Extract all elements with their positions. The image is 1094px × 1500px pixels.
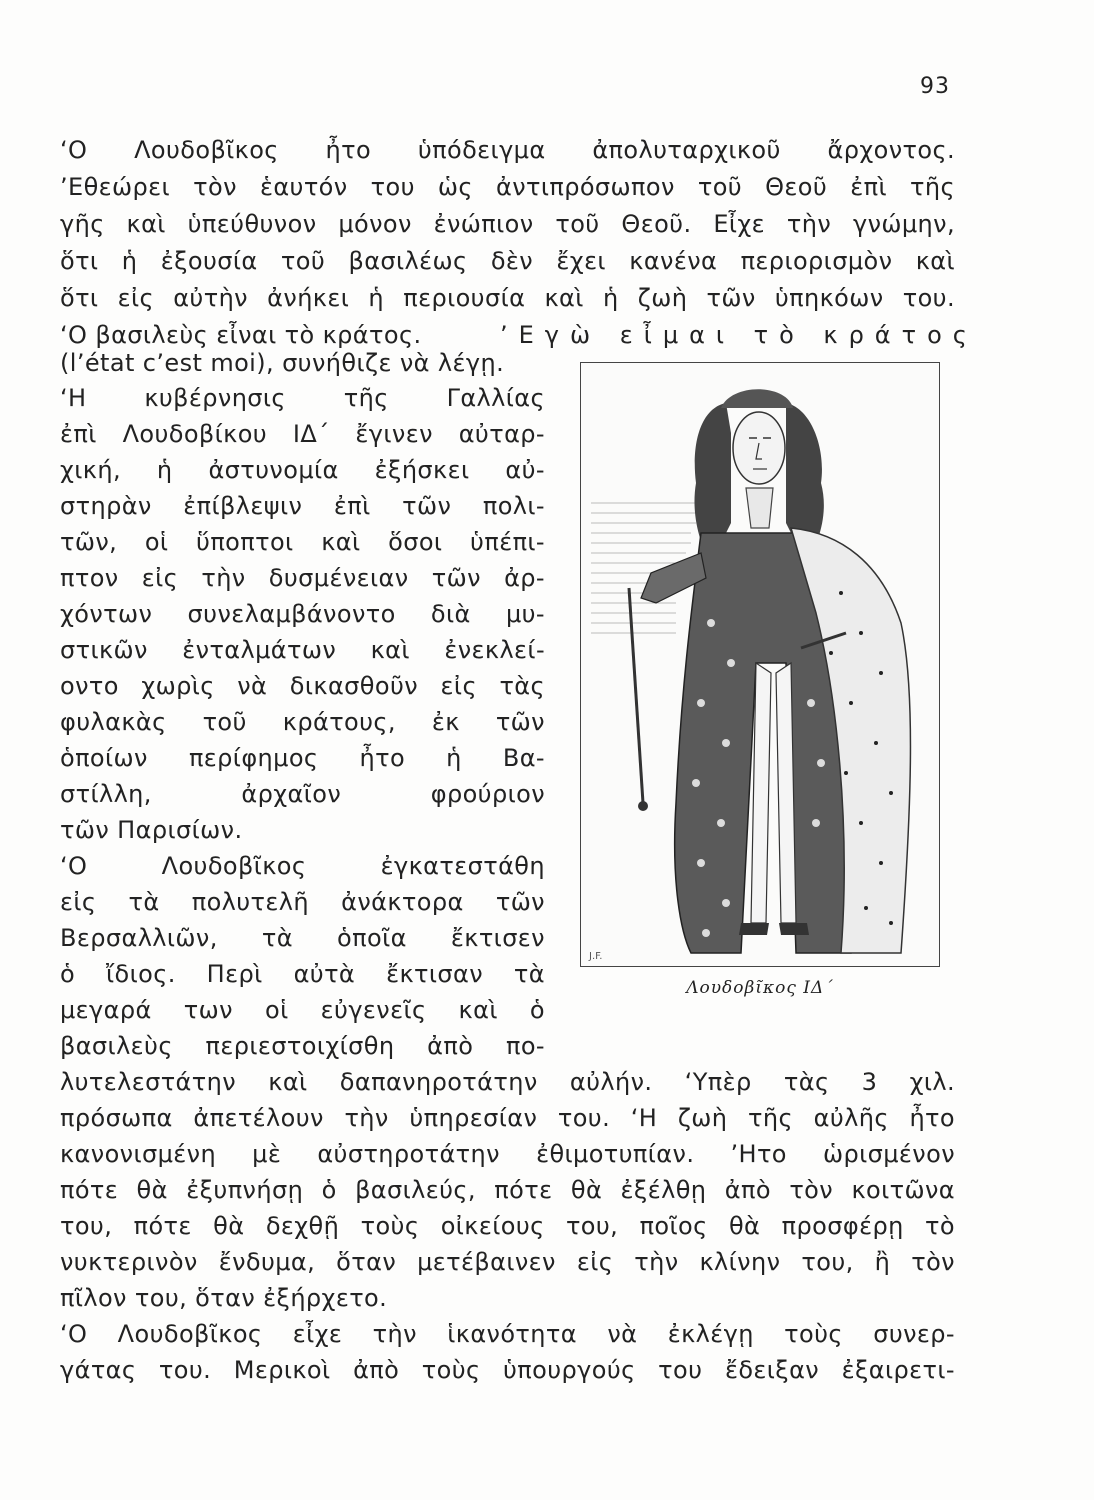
column-line: στηρὰν ἐπίβλεψιν ἐπὶ τῶν πολι- [60, 492, 545, 520]
column-line: στικῶν ἐνταλμάτων καὶ ἐνεκλεί- [60, 636, 545, 664]
column-line: ὁποίων περίφημος ἦτο ἡ Βα- [60, 744, 545, 772]
text-line: πρόσωπα ἀπετέλουν τὴν ὑπηρεσίαν του. ‘Η ζωὴ τῆς αὐλῆς ἦτο [60, 1104, 955, 1132]
king-portrait-icon [581, 363, 938, 965]
text-line: ὅτι εἰς αὐτὴν ἀνήκει ἡ περιουσία καὶ ἡ ζωὴ τῶν ὑπηκόων του. [60, 284, 955, 312]
text-line: ‘Ο Λουδοβῖκος εἶχε τὴν ἱκανότητα νὰ ἐκλέγῃ τοὺς συνερ- [60, 1320, 955, 1348]
text-line: νυκτερινὸν ἔνδυμα, ὅταν μετέβαινεν εἰς τὴν κλίνην του, ἢ τὸν [60, 1248, 955, 1276]
column-line: τῶν Παρισίων. [60, 816, 243, 844]
portrait-figure [580, 362, 940, 967]
column-line: ‘Η κυβέρνησις τῆς Γαλλίας [60, 384, 545, 412]
text-line: ‘Ο βασιλεὺς εἶναι τὸ κράτος. [60, 321, 422, 349]
column-line: φυλακὰς τοῦ κράτους, ἐκ τῶν [60, 708, 545, 736]
text-line: κανονισμένη μὲ αὐστηροτάτην ἐθιμοτυπίαν. ’Ητο ὡρισμένον [60, 1140, 955, 1168]
column-line: βασιλεὺς περιεστοιχίσθη ἀπὸ πο- [60, 1032, 545, 1060]
text-line: πῖλον του, ὅταν ἐξήρχετο. [60, 1284, 388, 1312]
column-line: Βερσαλλιῶν, τὰ ὁποῖα ἔκτισεν [60, 924, 545, 952]
column-line: τῶν, οἱ ὕποπτοι καὶ ὅσοι ὑπέπι- [60, 528, 545, 556]
text-line-french: (l’état c’est moi), συνήθιζε νὰ λέγῃ. [60, 349, 505, 377]
text-line: γῆς καὶ ὑπεύθυνον μόνον ἐνώπιον τοῦ Θεοῦ. Εἶχε τὴν γνώμην, [60, 210, 955, 238]
svg-text:J.F.: J.F. [589, 951, 603, 962]
column-line: οντο χωρὶς νὰ δικασθοῦν εἰς τὰς [60, 672, 545, 700]
text-line: ’Εθεώρει τὸν ἑαυτόν του ὡς ἀντιπρόσωπον τοῦ Θεοῦ ἐπὶ τῆς [60, 173, 955, 201]
column-line: χική, ἡ ἀστυνομία ἐξήσκει αὐ- [60, 456, 545, 484]
text-line: λυτελεστάτην καὶ δαπανηροτάτην αὐλήν. ‘Υπὲρ τὰς 3 χιλ. [60, 1068, 955, 1096]
column-line: ‘Ο Λουδοβῖκος ἐγκατεστάθη [60, 852, 545, 880]
text-line: ‘Ο Λουδοβῖκος ἦτο ὑπόδειγμα ἀπολυταρχικοῦ ἄρχοντος. [60, 136, 955, 164]
column-line: πτον εἰς τὴν δυσμένειαν τῶν ἀρ- [60, 564, 545, 592]
column-line: ὁ ἴδιος. Περὶ αὐτὰ ἔκτισαν τὰ [60, 960, 545, 988]
text-line: γάτας του. Μερικοὶ ἀπὸ τοὺς ὑπουργούς του ἔδειξαν ἐξαιρετι- [60, 1356, 955, 1384]
column-line: χόντων συνελαμβάνοντο διὰ μυ- [60, 600, 545, 628]
figure-caption: Λουδοβῖκος ΙΔ΄ [686, 978, 834, 998]
column-line: εἰς τὰ πολυτελῆ ἀνάκτορα τῶν [60, 888, 545, 916]
text-line: του, πότε θὰ δεχθῇ τοὺς οἰκείους του, ποῖος θὰ προσφέρῃ τὸ [60, 1212, 955, 1240]
page-number: 93 [920, 74, 950, 99]
column-line: μεγαρά των οἱ εὐγενεῖς καὶ ὁ [60, 996, 545, 1024]
column-line: στίλλη, ἀρχαῖον φρούριον [60, 780, 545, 808]
quote-spaced: ’Εγὼ εἶμαι τὸ κράτος [500, 321, 978, 349]
text-line: πότε θὰ ἐξυπνήσῃ ὁ βασιλεύς, πότε θὰ ἐξέλθῃ ἀπὸ τὸν κοιτῶνα [60, 1176, 955, 1204]
column-line: ἐπὶ Λουδοβίκου ΙΔ΄ ἔγινεν αὐταρ- [60, 420, 545, 448]
text-line: ὅτι ἡ ἐξουσία τοῦ βασιλέως δὲν ἔχει κανένα περιορισμὸν καὶ [60, 247, 955, 275]
